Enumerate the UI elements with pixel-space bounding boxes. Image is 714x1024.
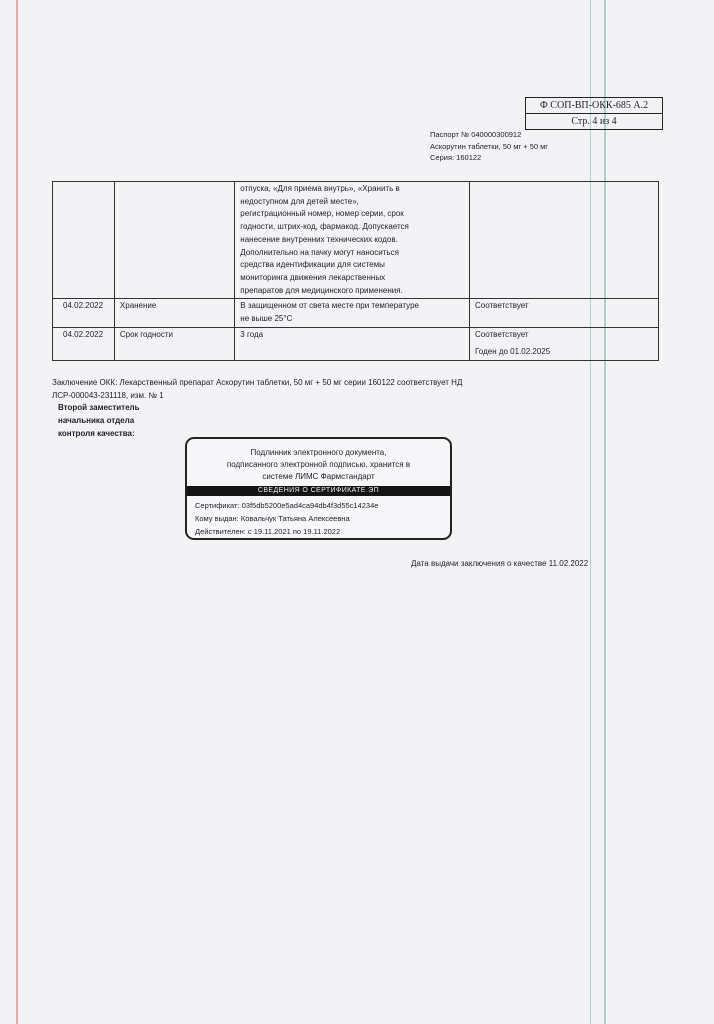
requirement-text: отпуска, «Для приема внутрь», «Хранить в недоступном для детей месте», регистрационный номер, номер серии, срок годности, штрих-код, фармакод. Допускается нанесение внутренних технических кодов. Дополнительно на пачку могут наноситься средства идентификации для системы мониторинга движения лекарственных препаратов для медицинского применения. — [240, 184, 409, 295]
series-number: Серия: 160122 — [430, 153, 482, 162]
requirement-cell — [235, 327, 470, 360]
page-number: Стр. 4 из 4 — [526, 113, 662, 129]
result-cell — [470, 182, 659, 299]
valid-until-text: Годен до 01.02.2025 — [475, 346, 551, 356]
table-row — [53, 299, 659, 327]
requirement-text: 3 года — [240, 329, 264, 339]
certificate-info-bar: СВЕДЕНИЯ О СЕРТИФИКАТЕ ЭП — [187, 486, 450, 496]
result-cell — [470, 327, 659, 360]
passport-header — [430, 129, 548, 164]
certificate-owner: Кому выдан: Ковальчук Татьяна Алексеевна — [195, 514, 350, 523]
passport-number: Паспорт № 040000300912 — [430, 130, 522, 139]
table-row — [53, 182, 659, 299]
table-row — [53, 327, 659, 360]
parameter-cell: Срок годности — [114, 327, 234, 360]
issue-date: Дата выдачи заключения о качестве 11.02.2022 — [411, 559, 589, 568]
scan-artifact-teal-line — [590, 0, 591, 1024]
scan-artifact-teal-line-2 — [604, 0, 606, 1024]
form-code: Ф СОП-ВП-ОКК-685 А.2 — [539, 100, 649, 111]
result-text: Соответствует — [475, 329, 529, 339]
date-cell — [53, 182, 115, 299]
qc-conclusion: Заключение ОКК: Лекарственный препарат Аскорутин таблетки, 50 мг + 50 мг серии 160122 соответствует НД ЛСР-000043-231118, изм. № 1 — [52, 378, 463, 400]
date-cell: 04.02.2022 — [53, 299, 115, 327]
requirement-text: В защищенном от света месте при температуре не выше 25°С — [240, 301, 419, 324]
requirement-cell — [235, 182, 470, 299]
certificate-number: Сертификат: 03f5db5200e5ad4ca94db4f3d55c14234e — [195, 501, 379, 510]
parameter-cell: Хранение — [114, 299, 234, 327]
product-name: Аскорутин таблетки, 50 мг + 50 мг — [430, 141, 549, 151]
parameter-cell — [114, 182, 234, 299]
certificate-details — [195, 499, 378, 538]
stamp-heading: Подлинник электронного документа, подписанного электронной подписью, хранится в системе ЛИМС Фармстандарт — [226, 448, 411, 481]
result-cell: Соответствует — [470, 299, 659, 327]
signatory-title: Второй заместитель начальника отдела контроля качества: — [58, 403, 140, 438]
electronic-signature-stamp — [185, 437, 452, 540]
date-cell: 04.02.2022 — [53, 327, 115, 360]
test-results-table — [52, 181, 659, 361]
scan-artifact-red-line — [16, 0, 18, 1024]
form-code-box — [525, 97, 663, 130]
certificate-validity: Действителен: с 19.11.2021 по 19.11.2022 — [195, 527, 341, 536]
requirement-cell — [235, 299, 470, 327]
